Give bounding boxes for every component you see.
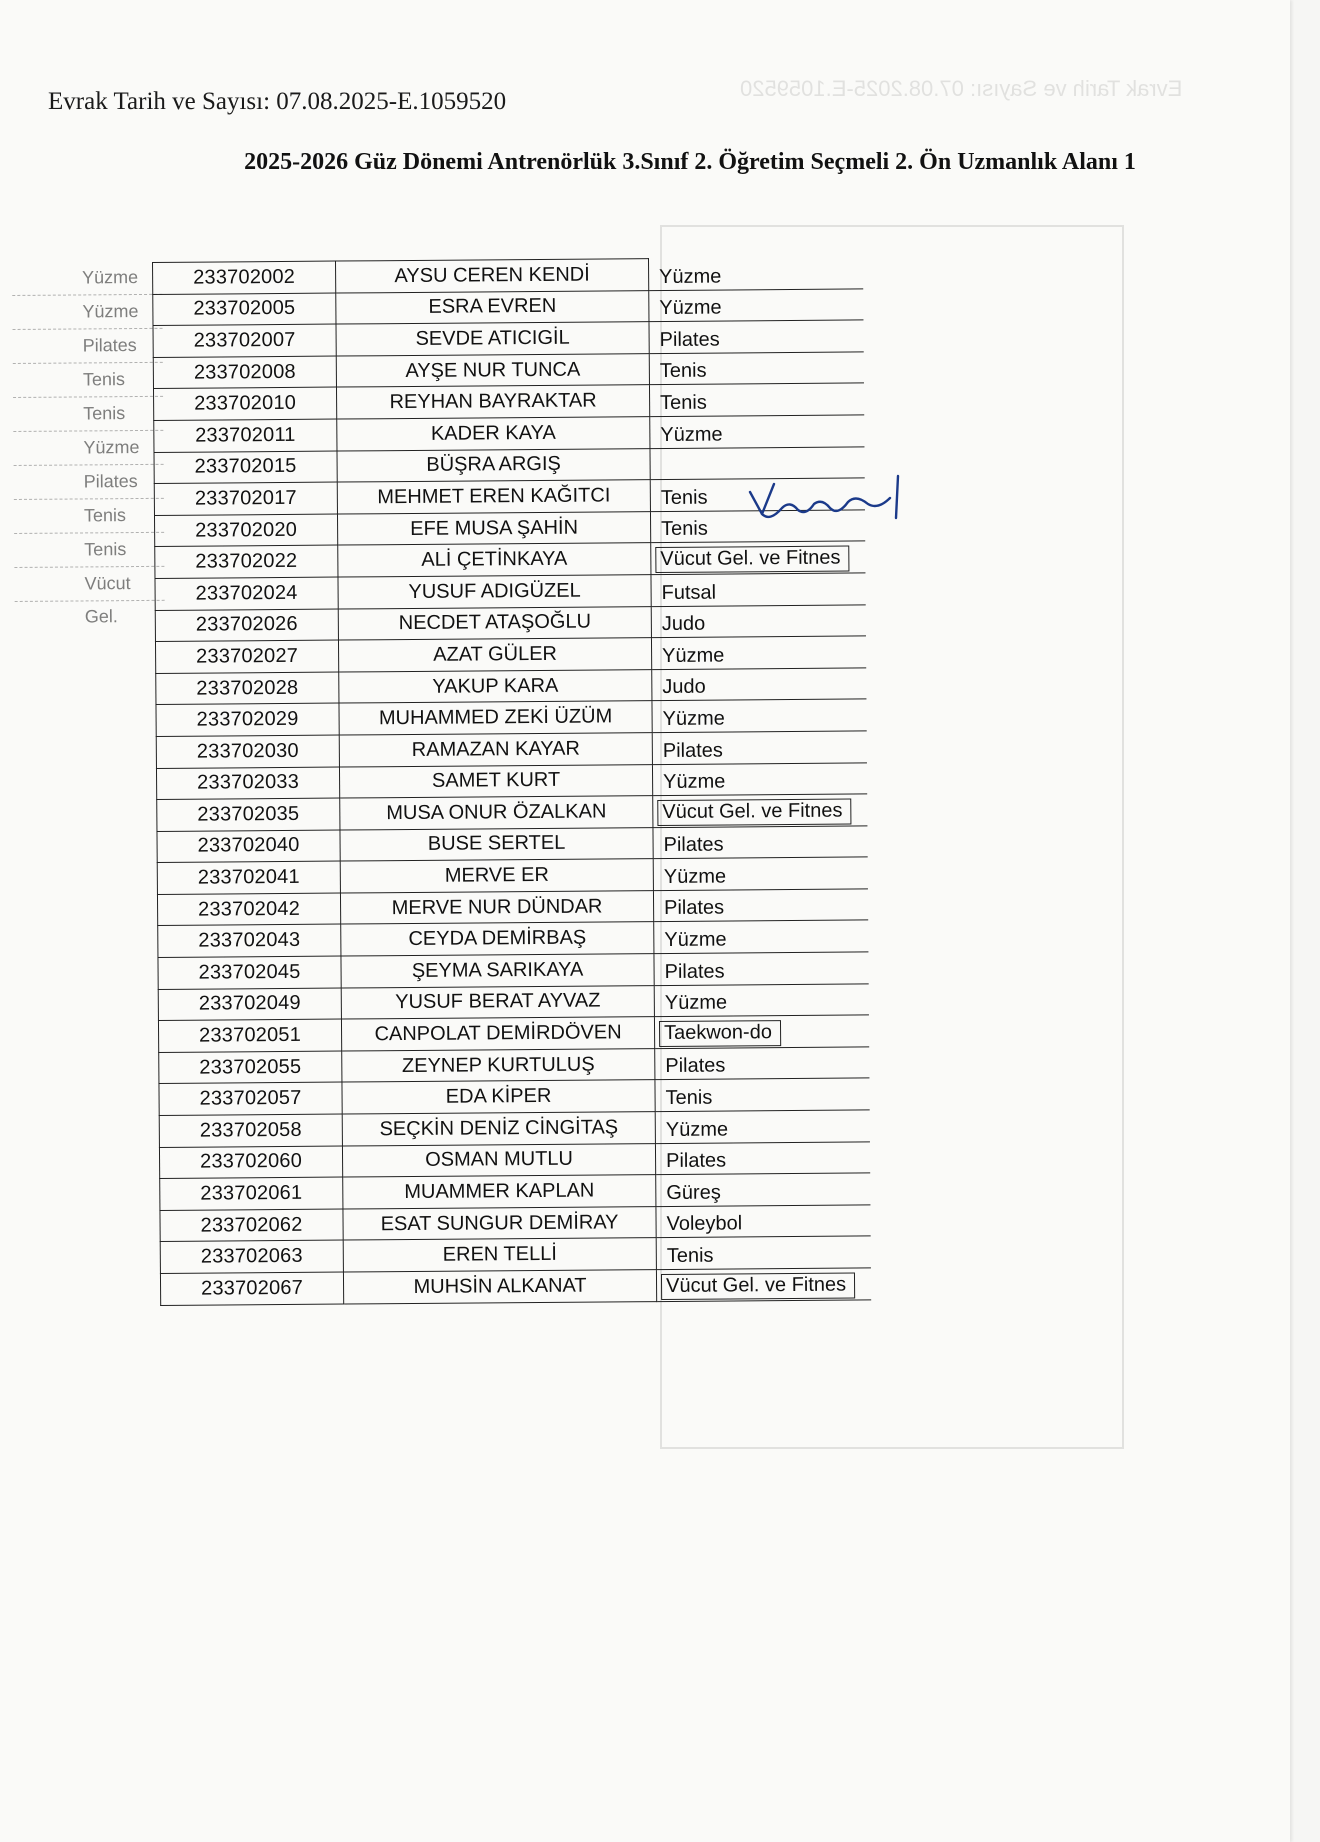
student-name: SAMET KURT — [339, 764, 652, 798]
branch-cell — [655, 1078, 869, 1111]
student-number: 233702055 — [159, 1051, 342, 1084]
branch-cell — [653, 794, 867, 827]
branch-cell — [653, 857, 867, 890]
branch-label: Yüzme — [663, 770, 726, 794]
student-number: 233702010 — [153, 387, 336, 420]
branch-label: Yüzme — [662, 707, 725, 730]
student-name: MUHAMMED ZEKİ ÜZÜM — [339, 701, 652, 735]
student-number: 233702020 — [154, 514, 337, 547]
student-name: CEYDA DEMİRBAŞ — [341, 922, 654, 956]
student-name: AYSU CEREN KENDİ — [335, 259, 648, 293]
branch-label: Taekwon-do — [659, 1020, 781, 1047]
student-number: 233702061 — [160, 1177, 343, 1210]
student-number: 233702015 — [154, 451, 337, 484]
branch-cell — [649, 320, 863, 353]
student-name: EFE MUSA ŞAHİN — [337, 511, 650, 545]
branch-label: Yüzme — [659, 265, 722, 288]
student-name: ALİ ÇETİNKAYA — [338, 543, 651, 577]
student-number: 233702033 — [156, 767, 339, 800]
branch-cell — [651, 636, 865, 669]
student-name: REYHAN BAYRAKTAR — [336, 385, 649, 419]
branch-label: Yüzme — [662, 644, 725, 667]
student-name: AYŞE NUR TUNCA — [336, 353, 649, 387]
margin-label: Tenis — [14, 499, 164, 534]
student-name: MUSA ONUR ÖZALKAN — [340, 796, 653, 830]
student-name: ZEYNEP KURTULUŞ — [342, 1048, 655, 1082]
branch-label: Güreş — [666, 1181, 721, 1204]
branch-label: Yüzme — [665, 1118, 729, 1141]
branch-cell — [655, 1047, 869, 1080]
student-number: 233702057 — [159, 1082, 342, 1115]
student-number: 233702028 — [156, 672, 339, 705]
student-number: 233702002 — [153, 261, 336, 294]
branch-cell — [649, 289, 863, 322]
student-number: 233702051 — [158, 1019, 341, 1052]
branch-label: Pilates — [664, 896, 725, 920]
student-number: 233702042 — [157, 893, 340, 926]
branch-cell — [652, 731, 866, 764]
branch-label: Futsal — [661, 581, 717, 604]
branch-cell — [652, 668, 866, 701]
student-name: ŞEYMA SARIKAYA — [341, 954, 654, 988]
student-name: CANPOLAT DEMİRDÖVEN — [341, 1017, 654, 1051]
student-number: 233702045 — [158, 956, 341, 989]
branch-label: Yüzme — [663, 865, 727, 888]
student-name: AZAT GÜLER — [338, 638, 651, 672]
margin-label: Pilates — [14, 465, 164, 500]
student-number: 233702011 — [154, 419, 337, 452]
student-name: BUSE SERTEL — [340, 827, 653, 861]
branch-label: Vücut Gel. ve Fitnes — [661, 1272, 855, 1300]
student-number: 233702026 — [155, 609, 338, 642]
branch-cell — [651, 573, 865, 606]
branch-cell — [652, 762, 866, 795]
branch-cell — [654, 984, 868, 1017]
student-number: 233702063 — [160, 1240, 343, 1273]
branch-cell — [654, 952, 868, 985]
margin-label: Yüzme — [12, 261, 162, 296]
margin-label: Yüzme — [12, 295, 162, 330]
branch-label: Judo — [661, 612, 706, 636]
student-number: 233702058 — [159, 1114, 342, 1147]
table-row — [160, 1268, 870, 1305]
branch-cell — [655, 1110, 869, 1143]
student-number: 233702007 — [153, 324, 336, 357]
student-name: MERVE ER — [340, 859, 653, 893]
branch-cell — [649, 352, 863, 385]
student-name: NECDET ATAŞOĞLU — [338, 606, 651, 640]
margin-label: Vücut Gel. — [14, 567, 164, 602]
page-title: 2025-2026 Güz Dönemi Antrenörlük 3.Sınıf 2. Öğretim Seçmeli 2. Ön Uzmanlık Alanı 1 — [244, 149, 1136, 175]
student-number: 233702043 — [158, 925, 341, 958]
branch-cell — [652, 699, 866, 732]
student-name: EDA KİPER — [342, 1080, 655, 1114]
student-number: 233702027 — [155, 640, 338, 673]
document-reference: Evrak Tarih ve Sayısı: 07.08.2025-E.1059520 — [48, 88, 507, 115]
student-number: 233702029 — [156, 703, 339, 736]
branch-cell — [656, 1236, 870, 1269]
margin-label: Pilates — [13, 329, 163, 364]
branch-cell — [656, 1173, 870, 1206]
student-number: 233702022 — [155, 545, 338, 578]
student-name: RAMAZAN KAYAR — [339, 732, 652, 766]
branch-label: Pilates — [662, 739, 723, 762]
branch-cell — [655, 1142, 869, 1175]
student-name: MUHSİN ALKANAT — [343, 1270, 656, 1304]
student-name: YUSUF ADIGÜZEL — [338, 575, 651, 609]
student-name: EREN TELLİ — [343, 1238, 656, 1272]
student-number: 233702062 — [160, 1209, 343, 1242]
student-number: 233702067 — [160, 1272, 343, 1305]
student-number: 233702030 — [156, 735, 339, 768]
left-margin-labels — [12, 261, 165, 627]
branch-cell — [656, 1268, 870, 1301]
branch-label: Yüzme — [660, 423, 723, 446]
student-name: ESRA EVREN — [336, 290, 649, 324]
branch-cell — [649, 383, 863, 416]
branch-label: Voleybol — [666, 1212, 743, 1236]
student-number: 233702041 — [157, 861, 340, 894]
branch-label: Yüzme — [659, 296, 722, 320]
student-number: 233702008 — [153, 356, 336, 389]
branch-label: Tenis — [659, 360, 707, 383]
margin-label: Yüzme — [13, 431, 163, 466]
branch-cell — [651, 604, 865, 637]
branch-label: Yüzme — [664, 991, 728, 1015]
branch-label: Tenis — [660, 486, 708, 509]
branch-label: Vücut Gel. ve Fitnes — [657, 798, 851, 826]
student-name: YUSUF BERAT AYVAZ — [341, 985, 654, 1019]
student-name: ESAT SUNGUR DEMİRAY — [343, 1206, 656, 1240]
branch-cell — [653, 826, 867, 859]
student-number: 233702035 — [157, 798, 340, 831]
branch-label: Pilates — [663, 833, 724, 857]
branch-label: Pilates — [659, 328, 720, 351]
margin-label: Tenis — [14, 533, 164, 568]
bleed-through-ref: Evrak Tarih ve Sayısı: 07.08.2025-E.1059520 — [740, 76, 1183, 101]
student-number: 233702040 — [157, 830, 340, 863]
branch-label: Judo — [662, 675, 706, 699]
branch-label: Tenis — [666, 1244, 714, 1267]
branch-label: Pilates — [665, 1054, 726, 1078]
margin-label: Tenis — [13, 397, 163, 432]
student-name: YAKUP KARA — [339, 669, 652, 703]
student-name: OSMAN MUTLU — [342, 1143, 655, 1177]
student-name: BÜŞRA ARGIŞ — [337, 448, 650, 482]
branch-cell — [654, 920, 868, 953]
student-name: MEHMET EREN KAĞITCI — [337, 480, 650, 514]
student-name: KADER KAYA — [337, 417, 650, 451]
student-number: 233702060 — [159, 1146, 342, 1179]
branch-label: Pilates — [664, 960, 725, 983]
roster-body — [153, 257, 871, 1305]
handwritten-note — [740, 470, 920, 530]
branch-cell — [656, 1205, 870, 1238]
branch-label: Vücut Gel. ve Fitnes — [655, 545, 849, 573]
branch-cell — [648, 257, 862, 290]
branch-cell — [651, 541, 865, 574]
student-name: MUAMMER KAPLAN — [343, 1175, 656, 1209]
branch-label: Tenis — [660, 391, 707, 414]
student-number: 233702005 — [153, 293, 336, 326]
student-number: 233702049 — [158, 988, 341, 1021]
student-number: 233702017 — [154, 482, 337, 515]
margin-label: Tenis — [13, 363, 163, 398]
branch-label: Pilates — [665, 1149, 727, 1173]
student-roster-table — [152, 256, 871, 1305]
branch-label: Yüzme — [664, 928, 727, 952]
branch-label: Tenis — [665, 1086, 713, 1110]
branch-cell — [653, 889, 867, 922]
branch-label: Tenis — [661, 517, 708, 541]
branch-cell — [654, 1015, 868, 1048]
student-name: SEVDE ATICIGİL — [336, 322, 649, 356]
student-number: 233702024 — [155, 577, 338, 610]
student-name: SEÇKİN DENİZ CİNGİTAŞ — [342, 1112, 655, 1146]
student-name: MERVE NUR DÜNDAR — [340, 890, 653, 924]
branch-cell — [650, 415, 864, 448]
